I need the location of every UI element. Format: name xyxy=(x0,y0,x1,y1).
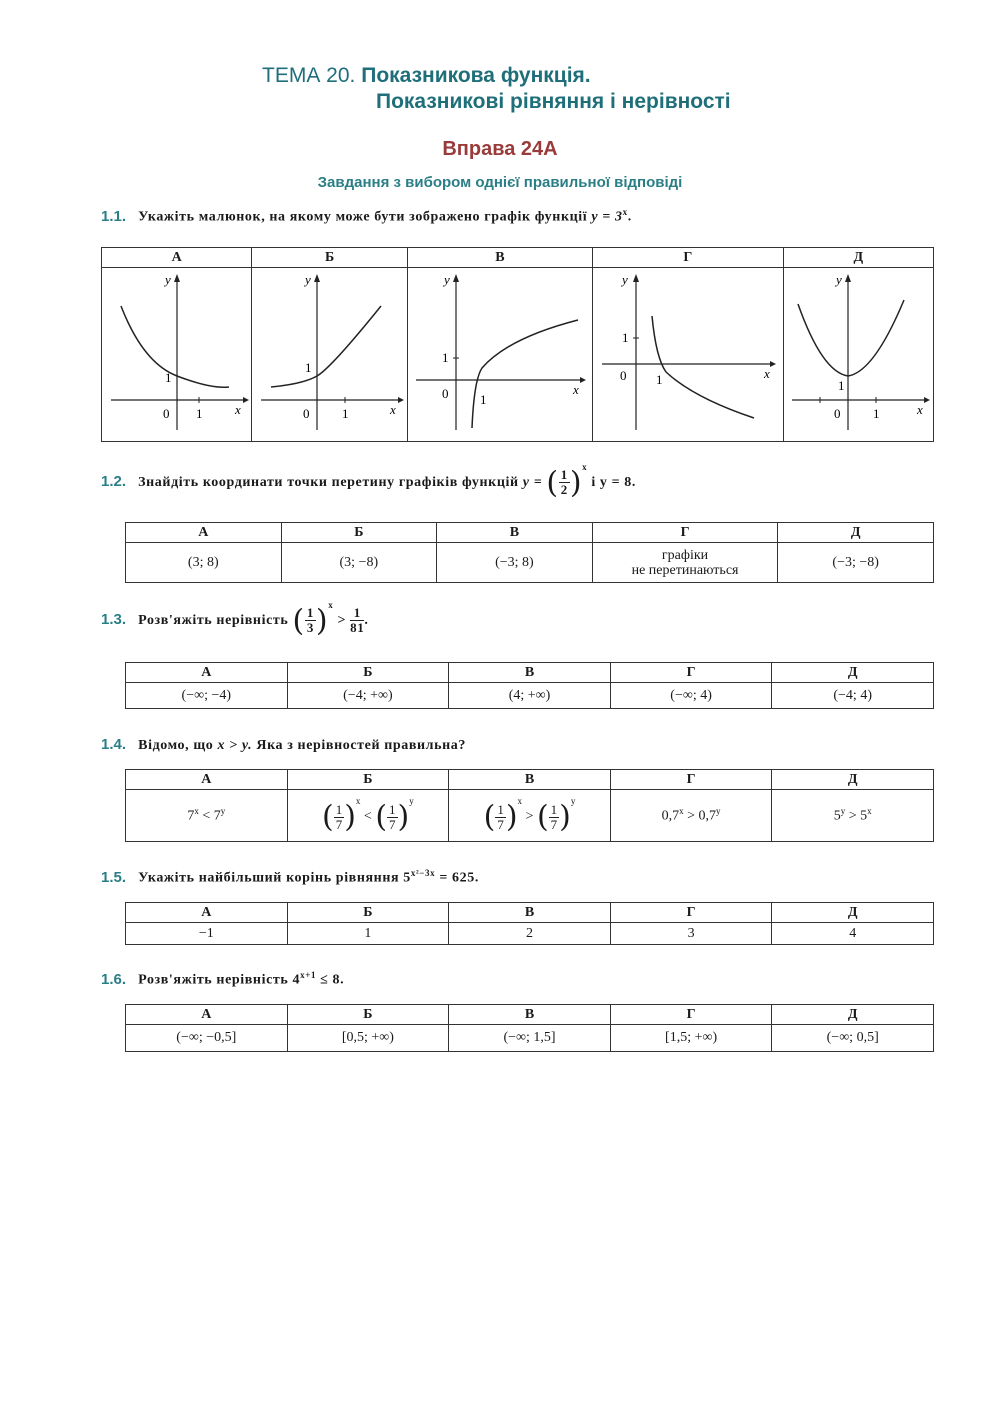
y-axis-label: y xyxy=(836,272,843,287)
answer-a[interactable]: (−∞; −4) xyxy=(126,683,288,709)
answer-g-line2: не перетинаються xyxy=(631,562,739,578)
answer-b[interactable]: [0,5; +∞) xyxy=(287,1025,449,1052)
question-text: Укажіть малюнок, на якому може бути зображено графік функції xyxy=(138,209,588,225)
answer-a[interactable]: −1 xyxy=(126,923,288,945)
question-number: 1.4. xyxy=(101,736,127,753)
option-header-a: А xyxy=(126,523,282,543)
answer-v[interactable]: 2 xyxy=(449,923,611,945)
answer-a[interactable]: $7^x < 7^y$ xyxy=(126,790,288,842)
question-1-1: 1.1. Укажіть малюнок, на якому може бути зображено графік функції $y = 3^x$. xyxy=(101,207,632,225)
answer-b[interactable]: 1 xyxy=(287,923,449,945)
graph-option-b[interactable] xyxy=(252,268,407,442)
option-header-a: А xyxy=(126,903,288,923)
answer-d[interactable]: (−∞; 0,5] xyxy=(772,1025,934,1052)
option-header-g: Г xyxy=(610,770,772,790)
question-1-4 xyxy=(101,736,466,754)
x-axis-label: x xyxy=(234,402,241,417)
answer-b[interactable]: (3; −8) xyxy=(281,543,437,583)
answer-d[interactable]: 4 xyxy=(772,923,934,945)
y-one-label: 1 xyxy=(838,378,845,393)
answer-g[interactable]: 3 xyxy=(610,923,772,945)
answer-d[interactable]: (−3; −8) xyxy=(778,543,934,583)
option-header-a: А xyxy=(126,663,288,683)
question-1-6 xyxy=(101,970,344,989)
formula-exponent: x xyxy=(328,600,334,610)
option-header-a: А xyxy=(126,1005,288,1025)
inequality-rhs: ≤ 8. xyxy=(320,972,345,988)
answer-v[interactable]: (−3; 8) xyxy=(437,543,593,583)
topic-title xyxy=(262,64,591,88)
question-1-5 xyxy=(101,868,479,887)
formula-exponent: x xyxy=(582,462,588,472)
option-header-d: Д xyxy=(772,903,934,923)
y-axis-label: y xyxy=(621,272,628,287)
option-header-d: Д xyxy=(772,1005,934,1025)
y-one-label: 1 xyxy=(442,350,449,365)
equation-base: 5 xyxy=(403,870,411,886)
question-text: Відомо, що xyxy=(138,738,214,753)
answers-table-1-2 xyxy=(125,522,934,583)
fraction-denominator: 3 xyxy=(306,620,314,636)
question-text: Укажіть найбільший корінь рівняння xyxy=(138,870,400,886)
answer-b[interactable]: (−4; +∞) xyxy=(287,683,449,709)
y-axis-label: y xyxy=(164,272,171,287)
question-text: Знайдіть координати точки перетину графіків функцій xyxy=(138,475,519,490)
inequality-base: 4 xyxy=(292,972,301,988)
option-header-b: Б xyxy=(252,248,407,268)
option-header-a: А xyxy=(102,248,252,268)
graph-b xyxy=(253,268,406,436)
question-text: Розв'яжіть нерівність xyxy=(138,613,289,628)
option-header-b: Б xyxy=(287,903,449,923)
x-one-label: 1 xyxy=(342,406,349,421)
answer-g[interactable] xyxy=(592,543,778,583)
formula-y-eq: y = xyxy=(522,475,543,490)
x-axis-label: x xyxy=(390,402,396,417)
answer-d[interactable]: (−4; 4) xyxy=(772,683,934,709)
rhs-fraction xyxy=(350,606,364,635)
x-axis-label: x xyxy=(917,402,924,417)
graph-d xyxy=(784,268,932,436)
question-text-2: Яка з нерівностей правильна? xyxy=(256,738,467,753)
condition: x > y. xyxy=(217,738,253,753)
option-header-v: В xyxy=(449,903,611,923)
graph-option-a[interactable] xyxy=(102,268,252,442)
exercise-title: Вправа 24А xyxy=(442,138,558,160)
option-header-g: Г xyxy=(610,903,772,923)
equation-rhs: = 625. xyxy=(439,870,479,886)
x-axis-label: x xyxy=(763,366,770,381)
graph-options-table xyxy=(101,247,934,442)
question-formula: y = 3 xyxy=(591,209,623,225)
option-header-d: Д xyxy=(778,523,934,543)
origin-label: 0 xyxy=(442,386,449,401)
answer-v[interactable]: (−∞; 1,5] xyxy=(449,1025,611,1052)
rhs-numerator: 1 xyxy=(350,606,364,621)
graph-option-g[interactable] xyxy=(593,268,783,442)
fraction-numerator: 1 xyxy=(560,467,568,483)
option-header-v: В xyxy=(407,248,592,268)
answers-table-1-5 xyxy=(125,902,934,945)
option-header-v: В xyxy=(449,1005,611,1025)
question-number: 1.1. xyxy=(101,207,127,225)
topic-prefix: ТЕМА 20. xyxy=(262,64,356,87)
answer-g[interactable]: (−∞; 4) xyxy=(610,683,772,709)
question-number: 1.5. xyxy=(101,868,127,886)
graph-g xyxy=(594,268,782,436)
inequality-sign: > xyxy=(337,613,347,628)
question-number: 1.2. xyxy=(101,473,127,490)
option-header-b: Б xyxy=(287,663,449,683)
x-axis-label: x xyxy=(573,382,580,397)
equation-exponent: x²−3x xyxy=(410,868,436,878)
answer-g-line1: графіки xyxy=(661,547,709,563)
graph-v xyxy=(408,268,591,436)
topic-line2: Показникові рівняння і нерівності xyxy=(376,90,731,113)
origin-label: 0 xyxy=(619,368,627,383)
origin-label: 0 xyxy=(303,406,310,421)
option-header-d: Д xyxy=(772,663,934,683)
option-header-v: В xyxy=(449,770,611,790)
answer-v[interactable]: (4; +∞) xyxy=(449,683,611,709)
question-tail: і y = 8. xyxy=(591,475,637,490)
graph-option-d[interactable] xyxy=(783,268,933,442)
fraction xyxy=(559,468,570,497)
x-one-label: 1 xyxy=(873,406,880,421)
rhs-denominator: 81 xyxy=(350,620,365,636)
answer-g[interactable]: $0,7^x > 0,7^y$ xyxy=(610,790,772,842)
y-axis-label: y xyxy=(305,272,311,287)
question-number: 1.3. xyxy=(101,611,127,628)
answers-table-1-3 xyxy=(125,662,934,709)
option-header-g: Г xyxy=(610,1005,772,1025)
answer-d[interactable]: $5^y > 5^x$ xyxy=(772,790,934,842)
fraction xyxy=(305,606,316,635)
question-1-3: 1.3. Розв'яжіть нерівність ( $\frac{1}{3}$ )$^x$ > $\frac{1}{81}$ . xyxy=(101,600,369,639)
origin-label: 0 xyxy=(162,406,170,421)
option-header-d: Д xyxy=(783,248,933,268)
x-one-label: 1 xyxy=(655,372,663,387)
option-header-g: Г xyxy=(610,663,772,683)
question-1-2: 1.2. Знайдіть координати точки перетину графіків функцій y = ( $\frac{1}{2}$ )$^x$ і y = 8. xyxy=(101,462,637,501)
inequality-exponent: x+1 xyxy=(300,970,317,980)
graph-option-v[interactable] xyxy=(407,268,592,442)
answer-g[interactable]: [1,5; +∞) xyxy=(610,1025,772,1052)
formula-exponent: x xyxy=(622,207,628,217)
graph-a xyxy=(103,268,251,436)
topic-line1: Показникова функція. xyxy=(361,64,591,87)
answers-table-1-6 xyxy=(125,1004,934,1052)
option-header-v: В xyxy=(449,663,611,683)
option-header-b: Б xyxy=(287,1005,449,1025)
y-one-label: 1 xyxy=(305,360,312,375)
y-one-label: 1 xyxy=(164,370,172,385)
option-header-v: В xyxy=(437,523,593,543)
answer-b[interactable]: ( $\frac{1}{7}$ )$^x$ < ( $\frac{1}{7}$ )$^y$ xyxy=(287,790,449,842)
answer-v[interactable]: ( $\frac{1}{7}$ )$^x$ > ( $\frac{1}{7}$ )$^y$ xyxy=(449,790,611,842)
option-header-g: Г xyxy=(593,248,783,268)
x-one-label: 1 xyxy=(480,392,487,407)
option-header-d: Д xyxy=(772,770,934,790)
option-header-b: Б xyxy=(281,523,437,543)
y-axis-label: y xyxy=(444,272,451,287)
origin-label: 0 xyxy=(834,406,841,421)
fraction-denominator: 2 xyxy=(560,482,568,498)
option-header-g: Г xyxy=(592,523,778,543)
question-number: 1.6. xyxy=(101,970,127,988)
section-subtitle: Завдання з вибором однієї правильної відповіді xyxy=(317,174,683,191)
answers-table-1-4 xyxy=(125,769,934,842)
option-header-b: Б xyxy=(287,770,449,790)
x-one-label: 1 xyxy=(195,406,203,421)
answer-a[interactable]: (3; 8) xyxy=(126,543,282,583)
question-text: Розв'яжіть нерівність xyxy=(138,972,289,988)
y-one-label: 1 xyxy=(621,330,629,345)
option-header-a: А xyxy=(126,770,288,790)
answer-a[interactable]: (−∞; −0,5] xyxy=(126,1025,288,1052)
fraction-numerator: 1 xyxy=(306,605,314,621)
